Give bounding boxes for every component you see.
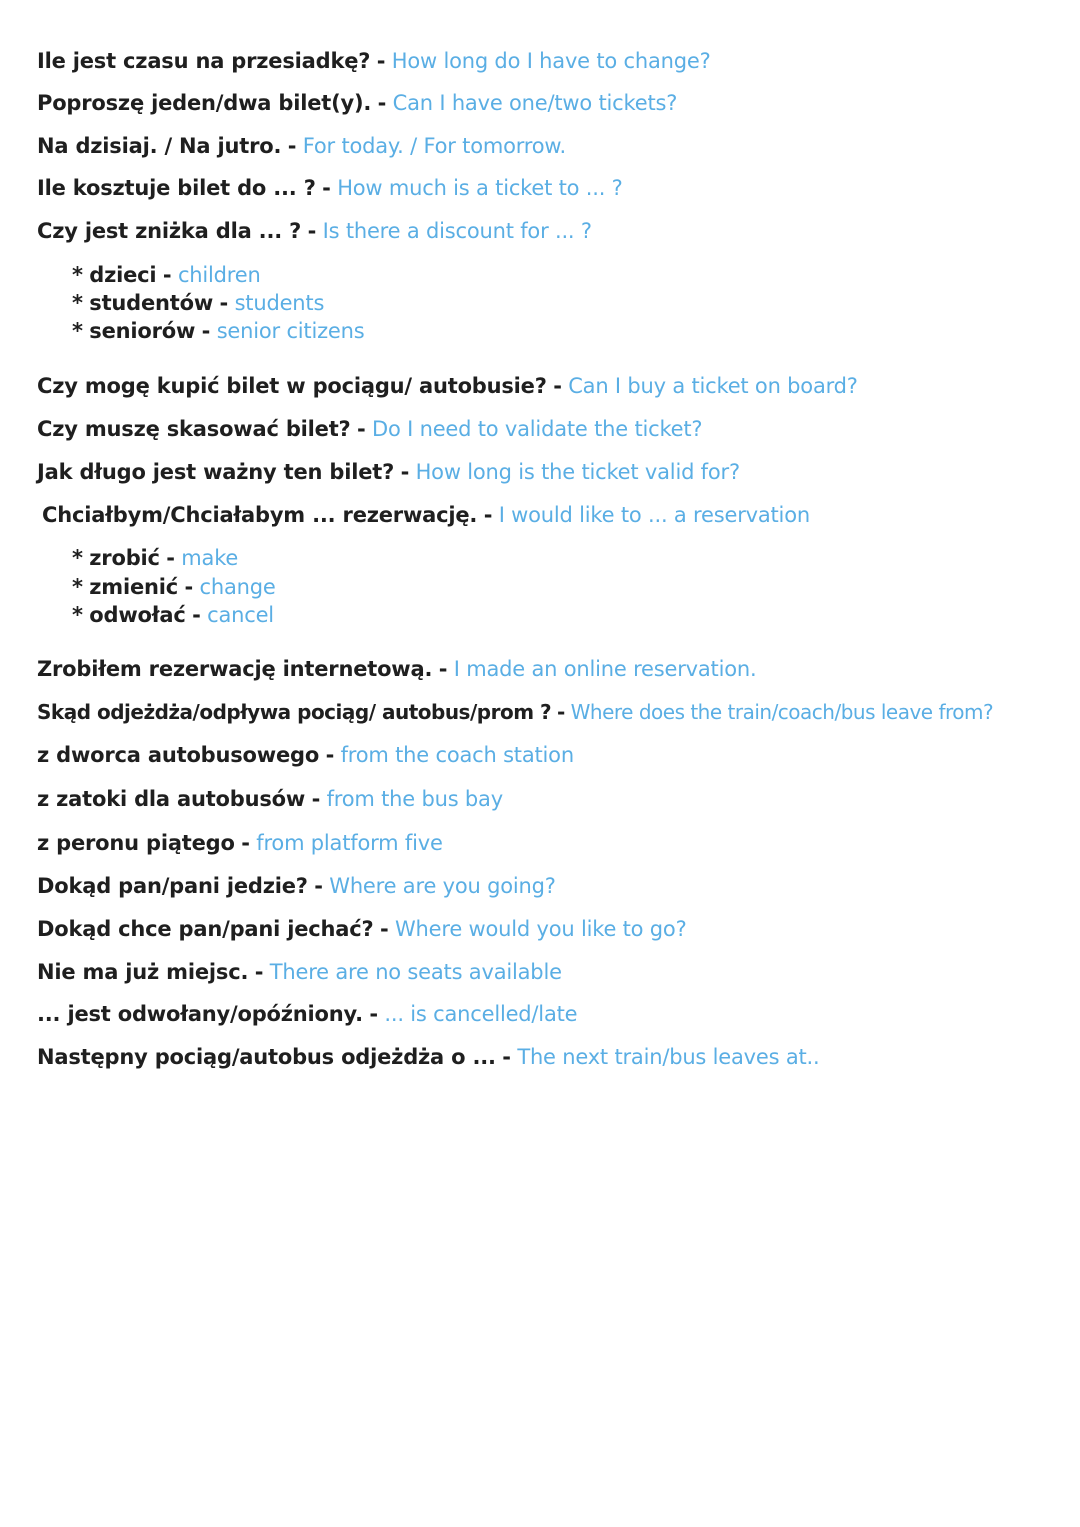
english-phrase: children	[177, 263, 261, 287]
separator: -	[314, 874, 323, 898]
bullet-star: *	[72, 263, 83, 287]
separator: -	[166, 546, 175, 570]
english-phrase: Can I buy a ticket on board?	[568, 374, 858, 398]
separator: -	[184, 575, 194, 599]
separator: -	[502, 1045, 511, 1069]
separator: -	[376, 49, 386, 73]
polish-phrase: Czy mogę kupić bilet w pociągu/ autobusie?	[37, 374, 547, 398]
bullet-star: *	[72, 575, 83, 599]
polish-phrase: odwołać	[89, 603, 186, 627]
english-phrase: change	[199, 575, 276, 599]
separator: -	[322, 176, 331, 200]
separator: -	[369, 1002, 378, 1026]
separator: -	[311, 787, 321, 811]
english-phrase: How long is the ticket valid for?	[415, 460, 740, 484]
phrase-line	[37, 89, 677, 117]
phrase-line	[37, 47, 711, 75]
polish-phrase: Nie ma już miejsc.	[37, 960, 249, 984]
polish-phrase: Następny pociąg/autobus odjeżdża o ...	[37, 1045, 496, 1069]
polish-phrase: z peronu piątego	[37, 831, 235, 855]
reservation-option	[72, 601, 274, 629]
phrase-line	[37, 1043, 820, 1071]
separator: -	[162, 263, 172, 287]
polish-phrase: z zatoki dla autobusów	[37, 787, 306, 811]
bullet-star: *	[72, 546, 83, 570]
separator: -	[553, 374, 562, 398]
phrase-line	[37, 458, 740, 486]
phrase-line	[37, 174, 623, 202]
polish-phrase: Ile kosztuje bilet do ... ?	[37, 176, 316, 200]
phrase-line	[37, 872, 556, 900]
english-phrase: Where does the train/coach/bus leave from?	[570, 700, 994, 724]
polish-phrase: Na dzisiaj. / Na jutro.	[37, 134, 282, 158]
polish-phrase: studentów	[89, 291, 214, 315]
english-phrase: For today. / For tomorrow.	[302, 134, 566, 158]
english-phrase: cancel	[207, 603, 274, 627]
polish-phrase: Poproszę jeden/dwa bilet(y).	[37, 91, 372, 115]
english-phrase: Can I have one/two tickets?	[392, 91, 678, 115]
reservation-option	[72, 544, 238, 572]
english-phrase: from the bus bay	[326, 787, 503, 811]
phrase-line	[37, 372, 858, 400]
separator: -	[556, 700, 565, 724]
phrase-line	[37, 415, 702, 443]
polish-phrase: Dokąd pan/pani jedzie?	[37, 874, 308, 898]
bullet-star: *	[72, 603, 83, 627]
separator: -	[377, 91, 387, 115]
polish-phrase: Zrobiłem rezerwację internetową.	[37, 657, 433, 681]
phrase-line	[37, 1000, 577, 1028]
polish-phrase: Czy jest zniżka dla ... ?	[37, 219, 302, 243]
phrase-line	[37, 132, 566, 160]
phrase-line	[37, 829, 443, 857]
polish-phrase: zrobić	[89, 546, 160, 570]
separator: -	[325, 743, 335, 767]
polish-phrase: Skąd odjeżdża/odpływa pociąg/ autobus/prom ?	[37, 700, 552, 724]
discount-option	[72, 261, 261, 289]
polish-phrase: Chciałbym/Chciałabym ... rezerwację.	[42, 503, 478, 527]
polish-phrase: Jak długo jest ważny ten bilet?	[37, 460, 395, 484]
english-phrase: How much is a ticket to ... ?	[337, 176, 623, 200]
separator: -	[192, 603, 201, 627]
separator: -	[307, 219, 317, 243]
separator: -	[379, 917, 389, 941]
phrase-line	[37, 915, 687, 943]
polish-phrase: Ile jest czasu na przesiadkę?	[37, 49, 371, 73]
english-phrase: There are no seats available	[269, 960, 562, 984]
english-phrase: How long do I have to change?	[391, 49, 711, 73]
separator: -	[483, 503, 493, 527]
polish-phrase: Dokąd chce pan/pani jechać?	[37, 917, 374, 941]
separator: -	[357, 417, 366, 441]
reservation-option	[72, 573, 276, 601]
phrase-line	[37, 785, 503, 813]
phrase-line	[37, 217, 592, 245]
separator: -	[241, 831, 250, 855]
phrase-line	[42, 501, 810, 529]
polish-phrase: ... jest odwołany/opóźniony.	[37, 1002, 363, 1026]
english-phrase: senior citizens	[216, 319, 365, 343]
english-phrase: students	[234, 291, 325, 315]
english-phrase: make	[181, 546, 239, 570]
english-phrase: from platform five	[256, 831, 443, 855]
discount-option	[72, 317, 365, 345]
polish-phrase: Czy muszę skasować bilet?	[37, 417, 351, 441]
english-phrase: from the coach station	[340, 743, 574, 767]
separator: -	[254, 960, 264, 984]
polish-phrase: z dworca autobusowego	[37, 743, 320, 767]
separator: -	[201, 319, 211, 343]
separator: -	[219, 291, 229, 315]
english-phrase: The next train/bus leaves at..	[517, 1045, 820, 1069]
english-phrase: ... is cancelled/late	[384, 1002, 578, 1026]
bullet-star: *	[72, 291, 83, 315]
english-phrase: Is there a discount for ... ?	[322, 219, 592, 243]
polish-phrase: zmienić	[89, 575, 179, 599]
phrase-line	[37, 698, 993, 726]
phrase-line	[37, 741, 574, 769]
separator: -	[287, 134, 297, 158]
polish-phrase: seniorów	[89, 319, 196, 343]
discount-option	[72, 289, 324, 317]
english-phrase: Where are you going?	[329, 874, 556, 898]
english-phrase: I made an online reservation.	[453, 657, 757, 681]
polish-phrase: dzieci	[89, 263, 157, 287]
phrase-line	[37, 655, 756, 683]
english-phrase: I would like to ... a reservation	[498, 503, 810, 527]
english-phrase: Where would you like to go?	[394, 917, 687, 941]
phrase-line	[37, 958, 562, 986]
separator: -	[400, 460, 410, 484]
english-phrase: Do I need to validate the ticket?	[372, 417, 703, 441]
separator: -	[438, 657, 448, 681]
bullet-star: *	[72, 319, 83, 343]
